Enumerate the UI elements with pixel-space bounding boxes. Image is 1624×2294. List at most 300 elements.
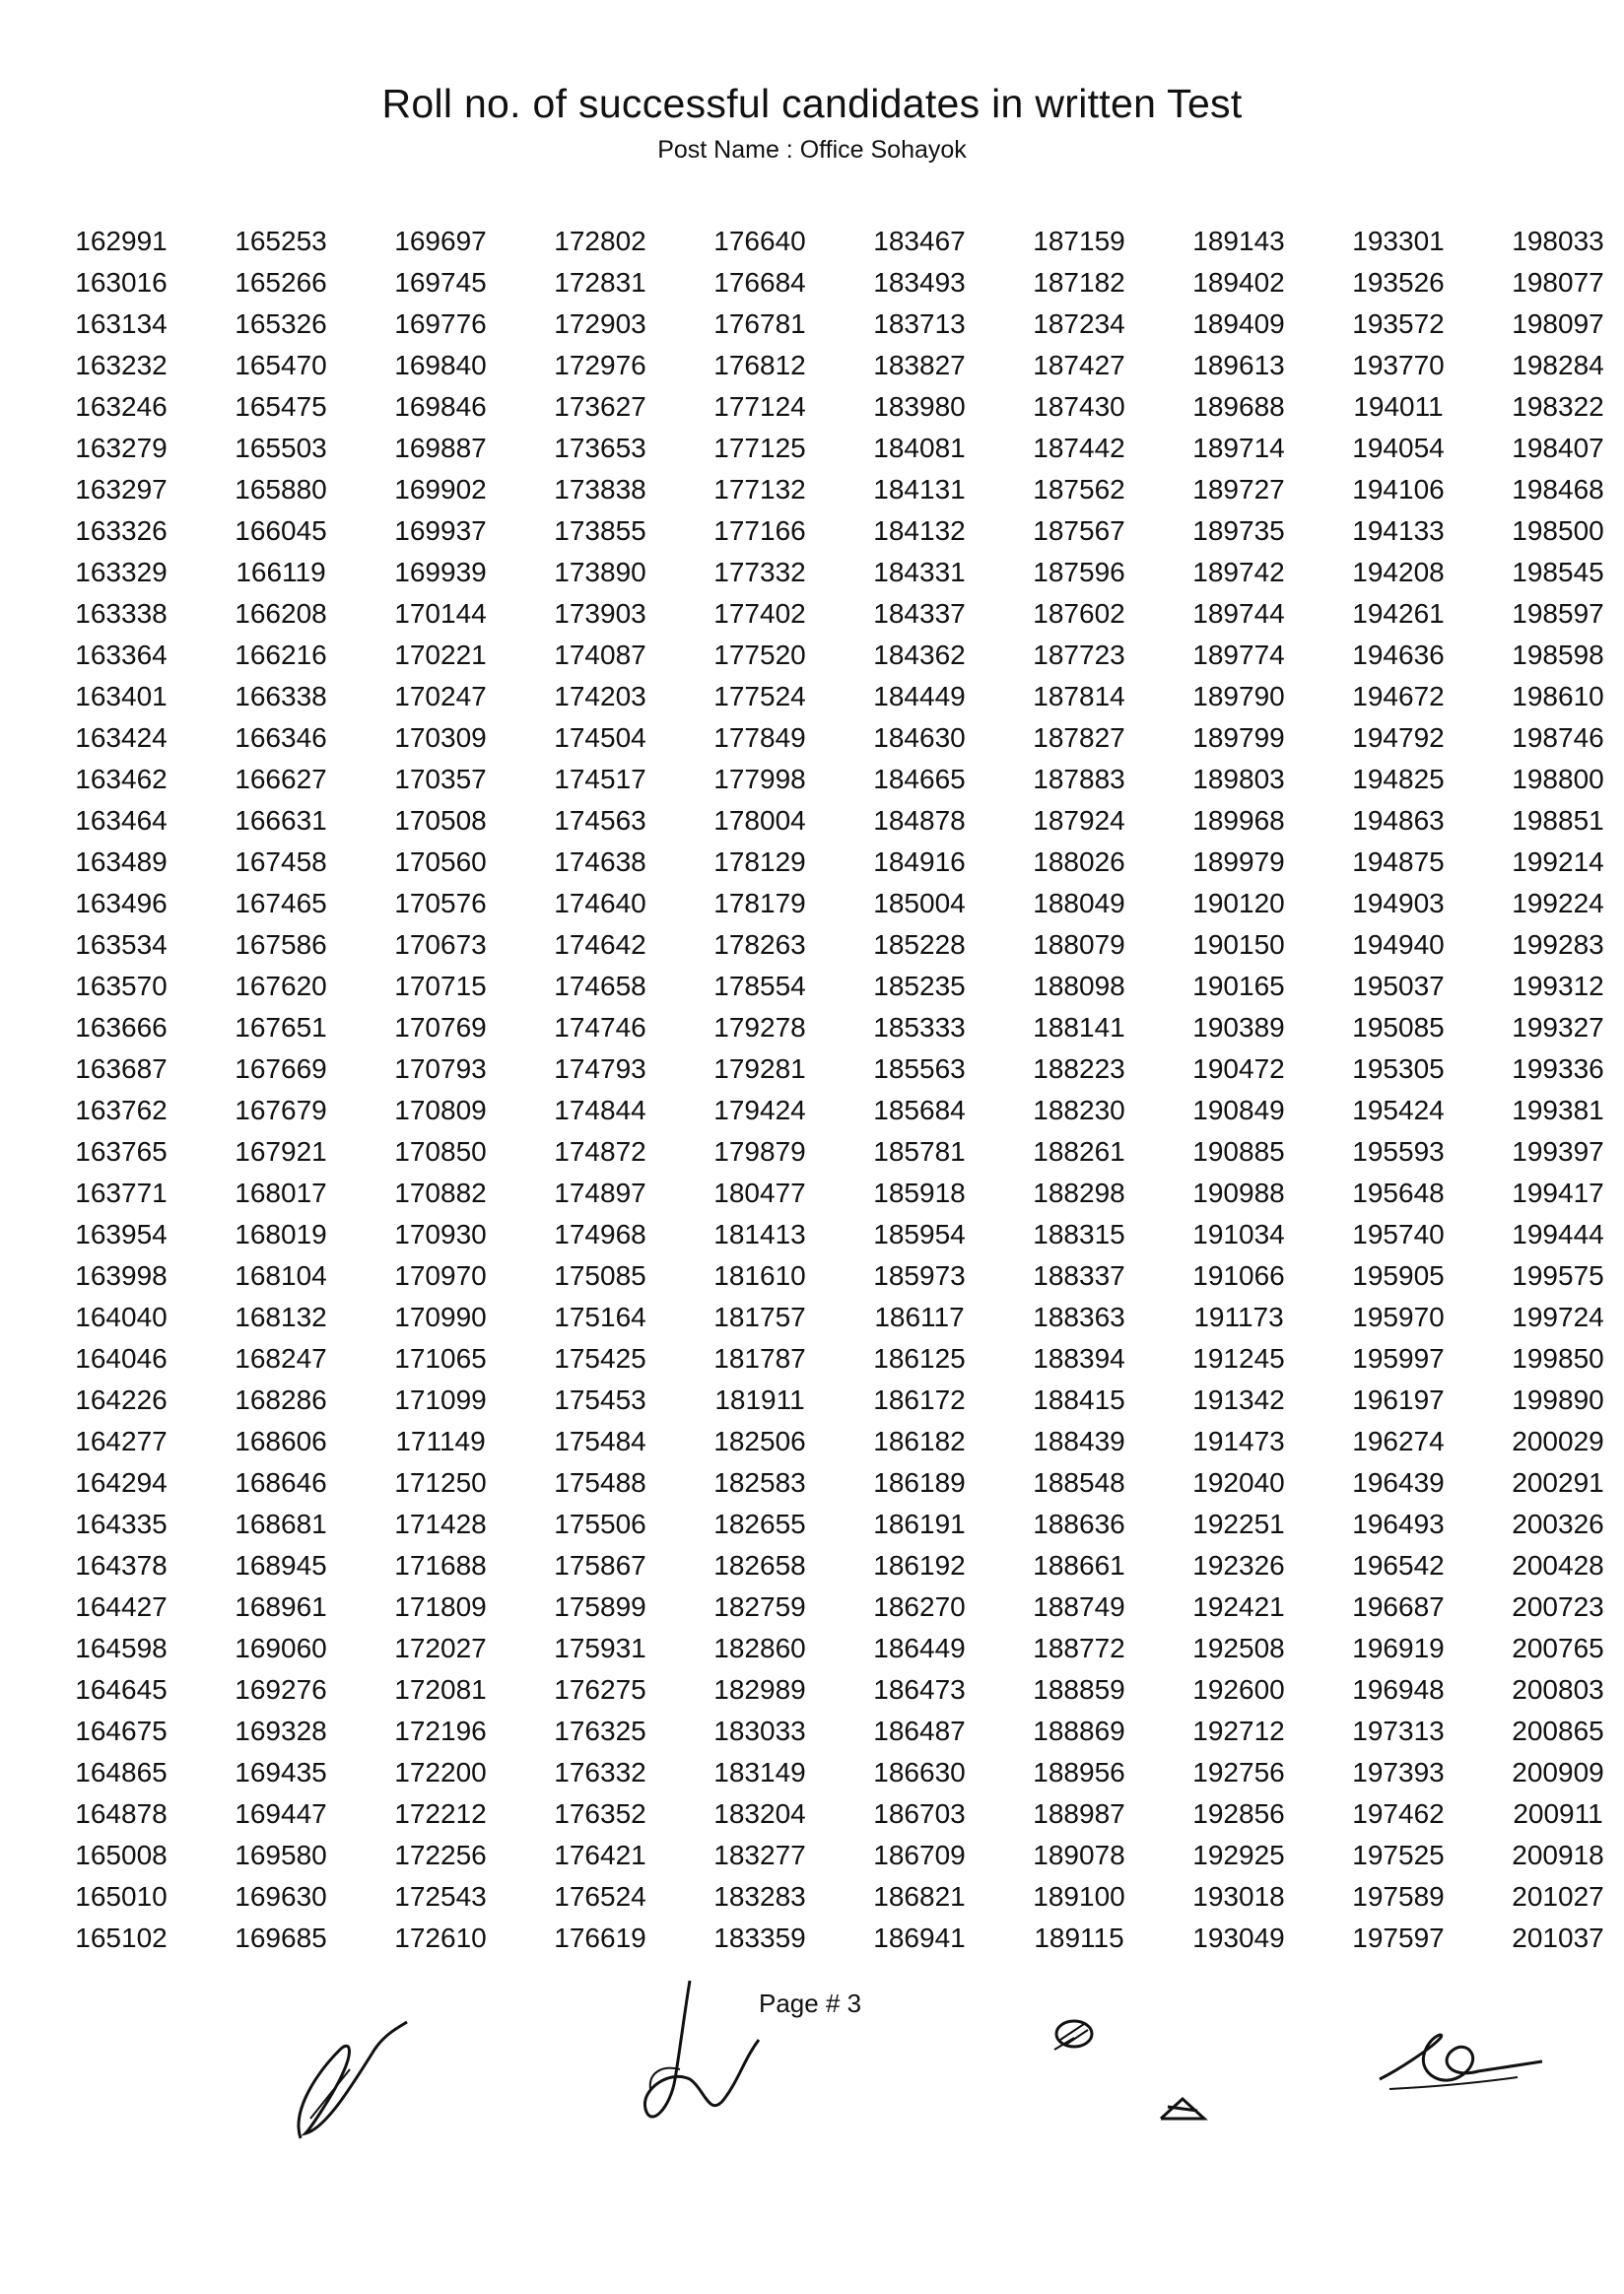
- roll-number-cell: 168606: [235, 1426, 327, 1456]
- roll-number-cell: 184337: [873, 598, 966, 629]
- roll-number-cell: 183827: [873, 350, 966, 380]
- roll-number-cell: 187602: [1033, 598, 1125, 629]
- roll-number-cell: 163666: [75, 1012, 168, 1043]
- roll-number-cell: 186270: [873, 1591, 966, 1622]
- roll-number-cell: 170357: [394, 764, 487, 794]
- roll-number-cell: 166627: [235, 764, 327, 794]
- roll-number-cell: 184630: [873, 722, 966, 753]
- roll-number-cell: 199312: [1512, 971, 1604, 1001]
- roll-number-cell: 184878: [873, 805, 966, 836]
- roll-number-cell: 172256: [394, 1840, 487, 1870]
- roll-number-cell: 191034: [1192, 1219, 1285, 1249]
- table-row: [41, 552, 1604, 593]
- roll-number-cell: 187234: [1033, 308, 1125, 339]
- roll-number-cell: 188261: [1033, 1136, 1125, 1167]
- roll-number-cell: 170990: [394, 1302, 487, 1332]
- table-row: [41, 1628, 1604, 1669]
- roll-number-cell: 188859: [1033, 1674, 1125, 1705]
- roll-number-cell: 198077: [1512, 267, 1604, 298]
- roll-number-cell: 193301: [1352, 226, 1445, 256]
- roll-number-cell: 166216: [235, 640, 327, 670]
- roll-number-cell: 188298: [1033, 1178, 1125, 1208]
- roll-number-cell: 176781: [713, 308, 806, 339]
- roll-number-cell: 183283: [713, 1881, 806, 1912]
- roll-number-cell: 172081: [394, 1674, 487, 1705]
- roll-number-cell: 165266: [235, 267, 327, 298]
- roll-number-cell: 166045: [235, 515, 327, 546]
- roll-number-cell: 187562: [1033, 474, 1125, 505]
- table-row: [41, 759, 1604, 800]
- table-row: [41, 1173, 1604, 1214]
- roll-number-cell: 163687: [75, 1053, 168, 1084]
- roll-number-cell: 187596: [1033, 557, 1125, 587]
- roll-number-cell: 188230: [1033, 1095, 1125, 1125]
- roll-number-cell: 169580: [235, 1840, 327, 1870]
- roll-number-cell: 185781: [873, 1136, 966, 1167]
- roll-number-cell: 167651: [235, 1012, 327, 1043]
- roll-number-cell: 192856: [1192, 1798, 1285, 1829]
- roll-number-cell: 186709: [873, 1840, 966, 1870]
- roll-number-cell: 170673: [394, 929, 487, 960]
- roll-number-cell: 188223: [1033, 1053, 1125, 1084]
- roll-number-cell: 194875: [1352, 846, 1445, 877]
- roll-number-cell: 195037: [1352, 971, 1445, 1001]
- roll-number-cell: 192251: [1192, 1509, 1285, 1539]
- roll-number-cell: 186487: [873, 1716, 966, 1746]
- roll-number-cell: 174658: [554, 971, 646, 1001]
- roll-number-cell: 176421: [554, 1840, 646, 1870]
- roll-number-cell: 181757: [713, 1302, 806, 1332]
- roll-number-cell: 164294: [75, 1467, 168, 1498]
- roll-number-cell: 200029: [1512, 1426, 1604, 1456]
- roll-number-cell: 187723: [1033, 640, 1125, 670]
- roll-number-cell: 166631: [235, 805, 327, 836]
- roll-number-cell: 193526: [1352, 267, 1445, 298]
- table-row: [41, 510, 1604, 552]
- roll-number-cell: 163232: [75, 350, 168, 380]
- table-row: [41, 676, 1604, 717]
- roll-number-cell: 171250: [394, 1467, 487, 1498]
- roll-number-cell: 199336: [1512, 1053, 1604, 1084]
- roll-number-cell: 189803: [1192, 764, 1285, 794]
- roll-number-cell: 183980: [873, 391, 966, 422]
- roll-number-cell: 169276: [235, 1674, 327, 1705]
- roll-number-cell: 171688: [394, 1550, 487, 1581]
- roll-number-cell: 174642: [554, 929, 646, 960]
- roll-number-cell: 188415: [1033, 1384, 1125, 1415]
- roll-number-cell: 200326: [1512, 1509, 1604, 1539]
- signature-1: [281, 2010, 419, 2148]
- roll-number-cell: 177132: [713, 474, 806, 505]
- roll-number-cell: 176619: [554, 1923, 646, 1953]
- roll-number-cell: 164865: [75, 1757, 168, 1788]
- roll-number-cell: 193049: [1192, 1923, 1285, 1953]
- roll-number-cell: 165503: [235, 433, 327, 463]
- table-row: [41, 262, 1604, 304]
- table-row: [41, 221, 1604, 262]
- table-row: [41, 1752, 1604, 1793]
- roll-number-cell: 182506: [713, 1426, 806, 1456]
- roll-number-cell: 195905: [1352, 1260, 1445, 1291]
- roll-number-cell: 163134: [75, 308, 168, 339]
- roll-number-cell: 170576: [394, 888, 487, 918]
- roll-number-cell: 188439: [1033, 1426, 1125, 1456]
- roll-number-cell: 198598: [1512, 640, 1604, 670]
- roll-number-cell: 188749: [1033, 1591, 1125, 1622]
- roll-number-cell: 170560: [394, 846, 487, 877]
- roll-number-cell: 168961: [235, 1591, 327, 1622]
- roll-number-cell: 181787: [713, 1343, 806, 1374]
- roll-number-cell: 195305: [1352, 1053, 1445, 1084]
- roll-number-cell: 193770: [1352, 350, 1445, 380]
- roll-number-cell: 165010: [75, 1881, 168, 1912]
- roll-number-cell: 198800: [1512, 764, 1604, 794]
- roll-number-cell: 188661: [1033, 1550, 1125, 1581]
- roll-number-cell: 189735: [1192, 515, 1285, 546]
- roll-number-cell: 170850: [394, 1136, 487, 1167]
- roll-number-cell: 178554: [713, 971, 806, 1001]
- roll-number-cell: 164598: [75, 1633, 168, 1663]
- roll-number-cell: 178004: [713, 805, 806, 836]
- roll-number-cell: 182989: [713, 1674, 806, 1705]
- roll-number-cell: 167679: [235, 1095, 327, 1125]
- roll-number-cell: 199214: [1512, 846, 1604, 877]
- roll-number-cell: 173855: [554, 515, 646, 546]
- roll-number-cell: 163326: [75, 515, 168, 546]
- table-row: [41, 1545, 1604, 1586]
- roll-number-cell: 199224: [1512, 888, 1604, 918]
- roll-number-cell: 185563: [873, 1053, 966, 1084]
- roll-number-cell: 183359: [713, 1923, 806, 1953]
- roll-number-cell: 165253: [235, 226, 327, 256]
- table-row: [41, 1835, 1604, 1876]
- roll-number-cell: 188363: [1033, 1302, 1125, 1332]
- table-row: [41, 428, 1604, 469]
- roll-number-cell: 199417: [1512, 1178, 1604, 1208]
- roll-number-cell: 189744: [1192, 598, 1285, 629]
- roll-number-cell: 194792: [1352, 722, 1445, 753]
- roll-number-cell: 190150: [1192, 929, 1285, 960]
- roll-number-cell: 192040: [1192, 1467, 1285, 1498]
- roll-number-cell: 168945: [235, 1550, 327, 1581]
- page-number: Page # 3: [759, 1989, 862, 2018]
- roll-number-cell: 179281: [713, 1053, 806, 1084]
- roll-number-cell: 169447: [235, 1798, 327, 1829]
- table-row: [41, 1090, 1604, 1131]
- roll-number-cell: 163246: [75, 391, 168, 422]
- roll-number-cell: 169776: [394, 308, 487, 339]
- roll-number-cell: 177166: [713, 515, 806, 546]
- roll-number-cell: 169745: [394, 267, 487, 298]
- roll-number-cell: 187159: [1033, 226, 1125, 256]
- roll-number-cell: 186182: [873, 1426, 966, 1456]
- roll-number-cell: 200765: [1512, 1633, 1604, 1663]
- roll-number-cell: 190120: [1192, 888, 1285, 918]
- roll-number-cell: 192756: [1192, 1757, 1285, 1788]
- roll-number-cell: 183493: [873, 267, 966, 298]
- roll-number-cell: 184916: [873, 846, 966, 877]
- roll-number-cell: 174968: [554, 1219, 646, 1249]
- roll-number-cell: 192508: [1192, 1633, 1285, 1663]
- roll-number-cell: 163329: [75, 557, 168, 587]
- roll-number-cell: 195740: [1352, 1219, 1445, 1249]
- roll-number-cell: 177125: [713, 433, 806, 463]
- roll-number-cell: 188772: [1033, 1633, 1125, 1663]
- table-row: [41, 345, 1604, 386]
- roll-number-cell: 169887: [394, 433, 487, 463]
- roll-number-cell: 174872: [554, 1136, 646, 1167]
- roll-number-cell: 163401: [75, 681, 168, 711]
- roll-number-cell: 174638: [554, 846, 646, 877]
- roll-number-cell: 175506: [554, 1509, 646, 1539]
- roll-number-cell: 165326: [235, 308, 327, 339]
- roll-number-cell: 193018: [1192, 1881, 1285, 1912]
- roll-number-cell: 192925: [1192, 1840, 1285, 1870]
- roll-number-cell: 200291: [1512, 1467, 1604, 1498]
- roll-number-cell: 186703: [873, 1798, 966, 1829]
- roll-number-cell: 163464: [75, 805, 168, 836]
- roll-number-cell: 197597: [1352, 1923, 1445, 1953]
- roll-number-cell: 168132: [235, 1302, 327, 1332]
- roll-number-cell: 186630: [873, 1757, 966, 1788]
- roll-number-cell: 164277: [75, 1426, 168, 1456]
- roll-number-cell: 185684: [873, 1095, 966, 1125]
- post-name: Post Name : Office Sohayok: [657, 136, 967, 164]
- roll-number-cell: 194940: [1352, 929, 1445, 960]
- roll-number-cell: 185004: [873, 888, 966, 918]
- initials-2: [1153, 2089, 1212, 2128]
- roll-number-cell: 184132: [873, 515, 966, 546]
- roll-number-cell: 163762: [75, 1095, 168, 1125]
- roll-number-cell: 185235: [873, 971, 966, 1001]
- roll-number-cell: 194011: [1353, 391, 1444, 422]
- table-row: [41, 966, 1604, 1007]
- roll-number-cell: 175867: [554, 1550, 646, 1581]
- roll-number-cell: 195997: [1352, 1343, 1445, 1374]
- roll-number-cell: 164226: [75, 1384, 168, 1415]
- roll-number-cell: 173890: [554, 557, 646, 587]
- roll-number-cell: 189100: [1033, 1881, 1125, 1912]
- roll-number-cell: 173627: [554, 391, 646, 422]
- roll-number-cell: 192712: [1192, 1716, 1285, 1746]
- roll-number-cell: 189774: [1192, 640, 1285, 670]
- roll-number-cell: 190165: [1192, 971, 1285, 1001]
- roll-number-cell: 177524: [713, 681, 806, 711]
- roll-number-cell: 186189: [873, 1467, 966, 1498]
- roll-number-cell: 164040: [75, 1302, 168, 1332]
- roll-number-cell: 194054: [1352, 433, 1445, 463]
- roll-number-cell: 176640: [713, 226, 806, 256]
- roll-number-cell: 169939: [394, 557, 487, 587]
- roll-number-cell: 196439: [1352, 1467, 1445, 1498]
- roll-number-cell: 169846: [394, 391, 487, 422]
- roll-number-cell: 185333: [873, 1012, 966, 1043]
- roll-number-cell: 163338: [75, 598, 168, 629]
- roll-number-cell: 167620: [235, 971, 327, 1001]
- table-row: [41, 1711, 1604, 1752]
- roll-number-cell: 177520: [713, 640, 806, 670]
- roll-number-cell: 188869: [1033, 1716, 1125, 1746]
- roll-number-cell: 194903: [1352, 888, 1445, 918]
- roll-number-cell: 162991: [75, 226, 168, 256]
- roll-number-cell: 172196: [394, 1716, 487, 1746]
- roll-number-cell: 175425: [554, 1343, 646, 1374]
- roll-number-cell: 175484: [554, 1426, 646, 1456]
- roll-number-cell: 175453: [554, 1384, 646, 1415]
- roll-number-cell: 199381: [1512, 1095, 1604, 1125]
- roll-number-cell: 178129: [713, 846, 806, 877]
- roll-number-cell: 167458: [235, 846, 327, 877]
- roll-number-cell: 199397: [1512, 1136, 1604, 1167]
- roll-number-cell: 174563: [554, 805, 646, 836]
- table-row: [41, 883, 1604, 924]
- roll-number-cell: 196197: [1352, 1384, 1445, 1415]
- roll-number-cell: 177332: [713, 557, 806, 587]
- roll-number-cell: 187442: [1033, 433, 1125, 463]
- roll-number-cell: 189714: [1192, 433, 1285, 463]
- table-row: [41, 1214, 1604, 1255]
- table-row: [41, 469, 1604, 510]
- roll-number-cell: 175488: [554, 1467, 646, 1498]
- roll-number-cell: 188079: [1033, 929, 1125, 960]
- roll-number-cell: 198407: [1512, 433, 1604, 463]
- roll-number-cell: 163279: [75, 433, 168, 463]
- roll-number-cell: 198610: [1512, 681, 1604, 711]
- table-row: [41, 924, 1604, 966]
- roll-number-cell: 199850: [1512, 1343, 1604, 1374]
- roll-number-cell: 195085: [1352, 1012, 1445, 1043]
- roll-number-cell: 197589: [1352, 1881, 1445, 1912]
- table-row: [41, 593, 1604, 635]
- roll-number-cell: 170247: [394, 681, 487, 711]
- roll-number-cell: 197525: [1352, 1840, 1445, 1870]
- roll-number-cell: 176325: [554, 1716, 646, 1746]
- table-row: [41, 1586, 1604, 1628]
- roll-number-cell: 170769: [394, 1012, 487, 1043]
- roll-number-cell: 173653: [554, 433, 646, 463]
- roll-number-cell: 186473: [873, 1674, 966, 1705]
- roll-number-cell: 163954: [75, 1219, 168, 1249]
- roll-number-cell: 168286: [235, 1384, 327, 1415]
- roll-number-cell: 188548: [1033, 1467, 1125, 1498]
- roll-number-cell: 187182: [1033, 267, 1125, 298]
- roll-number-cell: 164427: [75, 1591, 168, 1622]
- roll-number-cell: 170309: [394, 722, 487, 753]
- roll-number-cell: 197393: [1352, 1757, 1445, 1788]
- roll-number-cell: 174640: [554, 888, 646, 918]
- roll-number-cell: 172831: [554, 267, 646, 298]
- roll-number-cell: 200918: [1512, 1840, 1604, 1870]
- roll-number-cell: 163297: [75, 474, 168, 505]
- roll-number-cell: 183277: [713, 1840, 806, 1870]
- roll-number-cell: 184665: [873, 764, 966, 794]
- roll-number-cell: 191245: [1192, 1343, 1285, 1374]
- roll-number-cell: 167586: [235, 929, 327, 960]
- roll-number-cell: 165008: [75, 1840, 168, 1870]
- roll-number-cell: 176812: [713, 350, 806, 380]
- roll-number-cell: 183713: [873, 308, 966, 339]
- roll-number-cell: 176332: [554, 1757, 646, 1788]
- roll-number-cell: 166338: [235, 681, 327, 711]
- roll-number-cell: 187814: [1033, 681, 1125, 711]
- roll-number-cell: 177402: [713, 598, 806, 629]
- roll-number-cell: 179278: [713, 1012, 806, 1043]
- roll-number-cell: 177998: [713, 764, 806, 794]
- table-row: [41, 635, 1604, 676]
- roll-number-cell: 169697: [394, 226, 487, 256]
- roll-number-cell: 163424: [75, 722, 168, 753]
- roll-number-cell: 163016: [75, 267, 168, 298]
- roll-number-cell: 168681: [235, 1509, 327, 1539]
- roll-number-cell: 199327: [1512, 1012, 1604, 1043]
- roll-number-cell: 185918: [873, 1178, 966, 1208]
- roll-number-cell: 193572: [1352, 308, 1445, 339]
- roll-number-cell: 172543: [394, 1881, 487, 1912]
- roll-number-cell: 200865: [1512, 1716, 1604, 1746]
- roll-number-cell: 200723: [1512, 1591, 1604, 1622]
- roll-number-cell: 196948: [1352, 1674, 1445, 1705]
- roll-number-cell: 175164: [554, 1302, 646, 1332]
- roll-number-cell: 198851: [1512, 805, 1604, 836]
- roll-number-cell: 169328: [235, 1716, 327, 1746]
- roll-number-cell: 188394: [1033, 1343, 1125, 1374]
- roll-number-cell: 183467: [873, 226, 966, 256]
- roll-number-cell: 198097: [1512, 308, 1604, 339]
- roll-number-cell: 186125: [873, 1343, 966, 1374]
- roll-number-cell: 185228: [873, 929, 966, 960]
- table-row: [41, 842, 1604, 883]
- roll-number-cell: 188098: [1033, 971, 1125, 1001]
- roll-number-cell: 199724: [1512, 1302, 1604, 1332]
- roll-number-cell: 186821: [873, 1881, 966, 1912]
- roll-number-cell: 187924: [1033, 805, 1125, 836]
- roll-number-cell: 200911: [1513, 1798, 1603, 1829]
- roll-number-cell: 198468: [1512, 474, 1604, 505]
- roll-number-cell: 174203: [554, 681, 646, 711]
- roll-number-cell: 200803: [1512, 1674, 1604, 1705]
- roll-number-cell: 186449: [873, 1633, 966, 1663]
- roll-number-cell: 165102: [75, 1923, 168, 1953]
- roll-number-cell: 171099: [394, 1384, 487, 1415]
- roll-number-cell: 172200: [394, 1757, 487, 1788]
- roll-number-cell: 189790: [1192, 681, 1285, 711]
- roll-number-cell: 171065: [394, 1343, 487, 1374]
- roll-number-cell: 201037: [1512, 1923, 1604, 1953]
- roll-number-cell: 188636: [1033, 1509, 1125, 1539]
- roll-number-cell: 189143: [1192, 226, 1285, 256]
- roll-number-cell: 169435: [235, 1757, 327, 1788]
- roll-number-cell: 177849: [713, 722, 806, 753]
- signature-3: [1370, 2020, 1557, 2109]
- roll-number-cell: 195593: [1352, 1136, 1445, 1167]
- roll-number-cell: 182658: [713, 1550, 806, 1581]
- roll-number-cell: 165470: [235, 350, 327, 380]
- roll-number-cell: 169937: [394, 515, 487, 546]
- table-row: [41, 1131, 1604, 1173]
- table-row: [41, 717, 1604, 759]
- roll-number-cell: 189402: [1192, 267, 1285, 298]
- roll-number-cell: 189799: [1192, 722, 1285, 753]
- roll-number-cell: 176275: [554, 1674, 646, 1705]
- roll-number-cell: 163771: [75, 1178, 168, 1208]
- table-row: [41, 1918, 1604, 1959]
- roll-number-cell: 171149: [395, 1426, 486, 1456]
- roll-number-cell: 196493: [1352, 1509, 1445, 1539]
- roll-number-cell: 163364: [75, 640, 168, 670]
- roll-number-cell: 190472: [1192, 1053, 1285, 1084]
- roll-number-cell: 166119: [236, 557, 326, 587]
- roll-number-cell: 192600: [1192, 1674, 1285, 1705]
